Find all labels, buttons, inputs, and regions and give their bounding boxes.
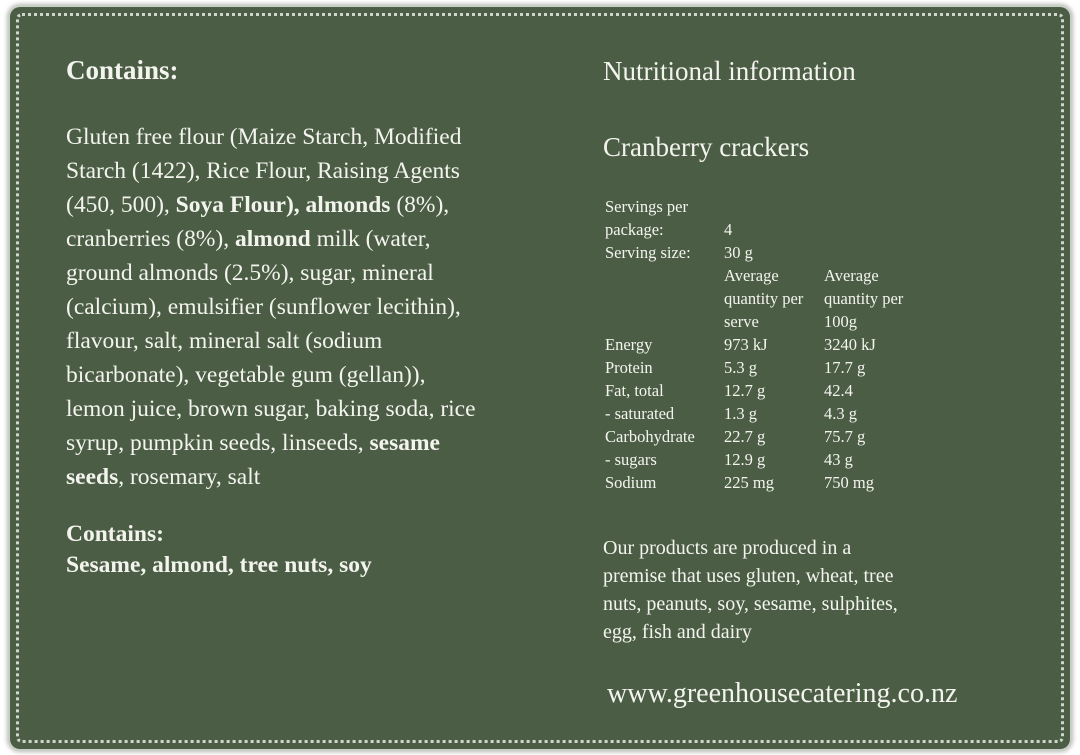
ingredients-text <box>66 120 486 494</box>
nutrient-per-100g: 43 g <box>824 450 853 469</box>
nutrient-per-100g: 42.4 <box>824 381 853 400</box>
ingredient-segment: milk (water, ground almonds (2.5%), sugar, mineral (calcium), emulsifier (sunflower lecithin), flavour, salt, mineral salt (sodium bicarbonate), vegetable gum (gellan)), lemon juice, brown sugar, baking soda, rice syrup, pumpkin seeds, linseeds, <box>66 226 476 456</box>
table-row <box>605 425 924 448</box>
ingredient-segment-bold: almond <box>234 226 311 252</box>
nutrient-name: Protein <box>605 358 653 377</box>
website-link[interactable]: www.greenhousecatering.co.nz <box>607 678 958 709</box>
product-label <box>10 7 1070 749</box>
nutrient-per-serve: 973 kJ <box>724 335 768 354</box>
nutrient-per-100g: 4.3 g <box>824 404 857 423</box>
ingredient-segment: Gluten free flour (Maize Starch, Modified Starch (1422), Rice Flour, Raising Agents (450, 500), <box>66 124 462 218</box>
serving-size-label: Serving size: <box>605 243 691 262</box>
column-header-per-100g: Average quantity per 100g <box>824 266 904 331</box>
nutrition-column <box>603 53 1043 646</box>
nutrient-per-serve: 1.3 g <box>724 404 757 423</box>
table-row <box>605 379 924 402</box>
nutrient-per-100g: 750 mg <box>824 473 874 492</box>
table-row <box>605 402 924 425</box>
allergen-heading: Contains: <box>66 521 164 547</box>
table-row <box>605 241 924 264</box>
allergen-list: Sesame, almond, tree nuts, soy <box>66 552 372 578</box>
nutrient-name: Sodium <box>605 473 657 492</box>
nutrient-name: Fat, total <box>605 381 664 400</box>
nutrient-per-100g: 75.7 g <box>824 427 866 446</box>
nutrient-per-serve: 12.7 g <box>724 381 766 400</box>
ingredients-column <box>66 53 486 581</box>
nutrient-per-100g: 3240 kJ <box>824 335 876 354</box>
table-row <box>605 448 924 471</box>
table-header-row <box>605 264 924 333</box>
nutrient-per-100g: 17.7 g <box>824 358 866 377</box>
nutrient-name: - sugars <box>605 450 657 469</box>
table-row <box>605 356 924 379</box>
nutrient-name: Carbohydrate <box>605 427 695 446</box>
ingredient-segment-bold: sesame seeds <box>66 430 440 490</box>
nutrient-name: Energy <box>605 335 653 354</box>
allergen-disclaimer: Our products are produced in a premise that uses gluten, wheat, tree nuts, peanuts, soy, sesame, sulphites, egg, fish and dairy <box>603 537 898 643</box>
nutrient-per-serve: 5.3 g <box>724 358 757 377</box>
nutrition-title: Nutritional information <box>603 56 856 86</box>
product-name: Cranberry crackers <box>603 132 810 162</box>
ingredient-segment: , rosemary, salt <box>118 464 261 490</box>
allergen-block <box>66 519 486 581</box>
nutrient-per-serve: 12.9 g <box>724 450 766 469</box>
nutrient-per-serve: 22.7 g <box>724 427 766 446</box>
column-header-per-serve: Average quantity per serve <box>724 266 804 331</box>
nutrition-table <box>605 195 924 494</box>
servings-value: 4 <box>724 220 733 239</box>
table-row <box>605 195 924 241</box>
ingredient-segment-bold: Soya Flour), almonds <box>175 192 391 218</box>
contains-heading: Contains: <box>66 55 179 85</box>
serving-size-value: 30 g <box>724 243 753 262</box>
nutrient-per-serve: 225 mg <box>724 473 774 492</box>
servings-label: Servings per package: <box>605 197 688 239</box>
table-row <box>605 333 924 356</box>
table-row <box>605 471 924 494</box>
nutrient-name: - saturated <box>605 404 675 423</box>
ingredient-segment: (8%), cranberries (8%), <box>66 192 450 252</box>
